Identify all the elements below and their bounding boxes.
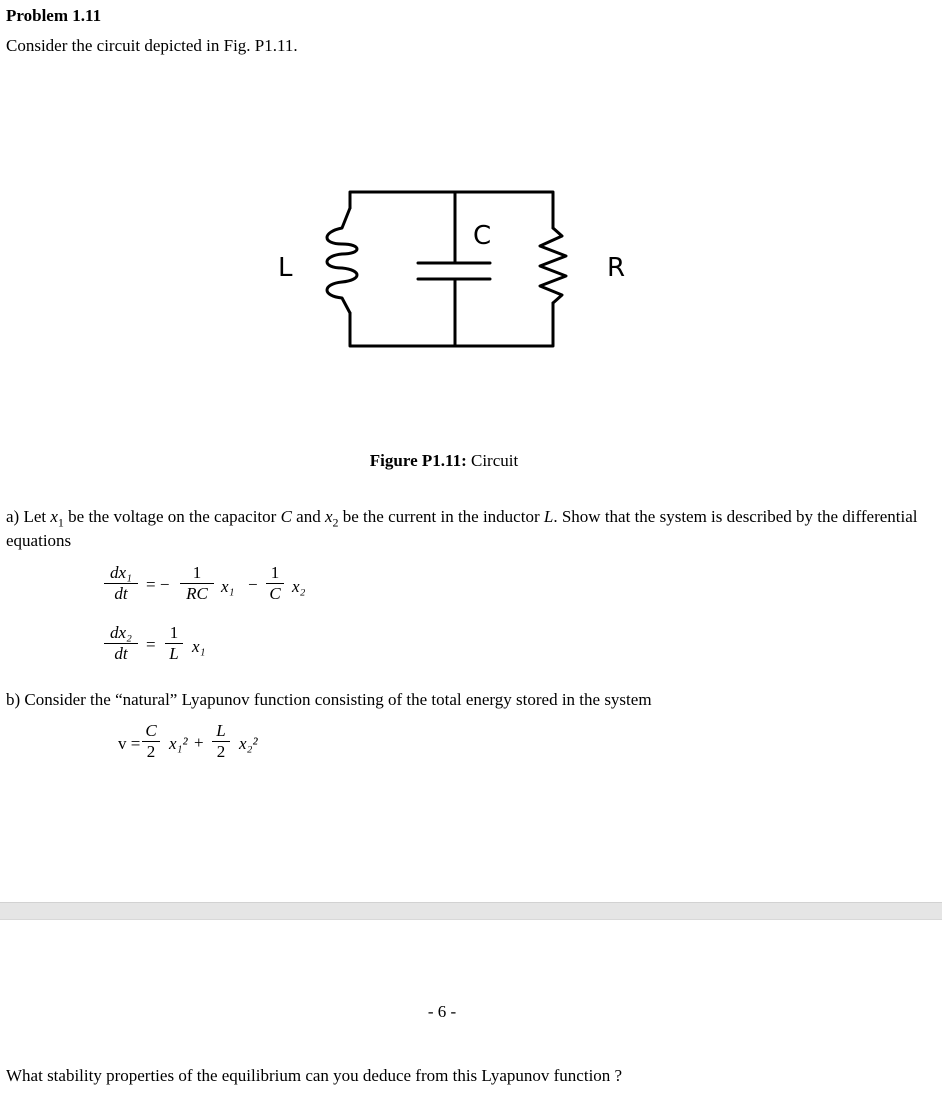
circuit-bottom-wire <box>350 303 553 346</box>
part-b-text: b) Consider the “natural” Lyapunov function consisting of the total energy stored in the system <box>6 690 652 709</box>
page-divider <box>0 902 942 920</box>
part-a-seg-5: . Show that the system is described by the differential equations <box>6 507 918 550</box>
var-c: C <box>280 507 292 526</box>
figure-caption-bold: Figure P1.11: <box>369 451 467 470</box>
lyapunov-t1-var: x₁² <box>169 734 188 753</box>
eq1-lhs-den: dt <box>114 584 128 603</box>
eq1-term1-den: RC <box>186 584 208 603</box>
eq2-lhs-num: dx₂ <box>110 623 132 642</box>
lyapunov-t1-num: C <box>145 721 157 740</box>
eq1-lhs-fraction <box>104 564 138 603</box>
lyapunov-t2-den: 2 <box>216 742 226 761</box>
eq2-lhs-fraction <box>104 624 138 663</box>
lyapunov-plus: + <box>194 733 204 752</box>
eq1-equals: = − <box>146 575 170 594</box>
circuit-top-wire <box>350 192 553 228</box>
eq1-term2-var: x₂ <box>292 577 306 596</box>
lyapunov-t1-fraction <box>142 722 160 761</box>
var-x1: x <box>50 507 58 526</box>
eq2-term1-den: L <box>169 644 179 663</box>
eq2-term1-fraction <box>165 624 183 663</box>
inductor-label: L <box>278 253 293 283</box>
part-a-seg-4: be the current in the inductor <box>338 507 544 526</box>
eq1-term1-num: 1 <box>192 563 202 582</box>
equation-2 <box>0 624 400 674</box>
resistor-zigzag <box>540 228 566 303</box>
var-x2: x <box>324 507 333 526</box>
lyapunov-t2-fraction <box>212 722 230 761</box>
circuit-diagram <box>270 178 640 363</box>
eq2-equals: = <box>146 635 156 654</box>
problem-intro: Consider the circuit depicted in Fig. P1.11. <box>6 36 298 55</box>
figure-caption-text: Circuit <box>470 451 519 470</box>
page-number: - 6 - <box>427 1002 457 1021</box>
eq2-term1-var: x₁ <box>192 637 206 656</box>
eq2-lhs-den: dt <box>114 644 128 663</box>
inductor-coil <box>327 208 357 313</box>
stability-question: What stability properties of the equilibrium can you deduce from this Lyapunov function ? <box>6 1066 623 1085</box>
part-a-text <box>6 505 926 553</box>
capacitor-label: C <box>473 221 492 251</box>
lyapunov-t2-var: x₂² <box>239 734 258 753</box>
equation-1 <box>0 564 400 614</box>
eq1-term2-den: C <box>269 584 281 603</box>
lyapunov-lhs: v = <box>118 734 141 753</box>
eq1-term1-fraction <box>180 564 214 603</box>
part-a-seg-2: be the voltage on the capacitor <box>63 507 281 526</box>
eq1-term2-num: 1 <box>270 563 280 582</box>
eq2-term1-num: 1 <box>169 623 179 642</box>
part-a-seg-3: and <box>291 507 325 526</box>
eq1-minus: − <box>248 575 258 594</box>
var-x1-sub: 1 <box>57 515 64 530</box>
var-x2-sub: 2 <box>332 515 339 530</box>
eq1-lhs-num: dx₁ <box>110 563 132 582</box>
var-l: L <box>543 507 554 526</box>
lyapunov-t2-num: L <box>216 721 226 740</box>
problem-title: Problem 1.11 <box>6 6 102 25</box>
lyapunov-equation <box>0 722 400 772</box>
eq1-term1-var: x₁ <box>221 577 235 596</box>
lyapunov-t1-den: 2 <box>146 742 156 761</box>
resistor-label: R <box>607 253 626 283</box>
figure-caption <box>0 451 888 471</box>
part-a-seg-1: a) Let <box>6 507 51 526</box>
eq1-term2-fraction <box>266 564 284 603</box>
